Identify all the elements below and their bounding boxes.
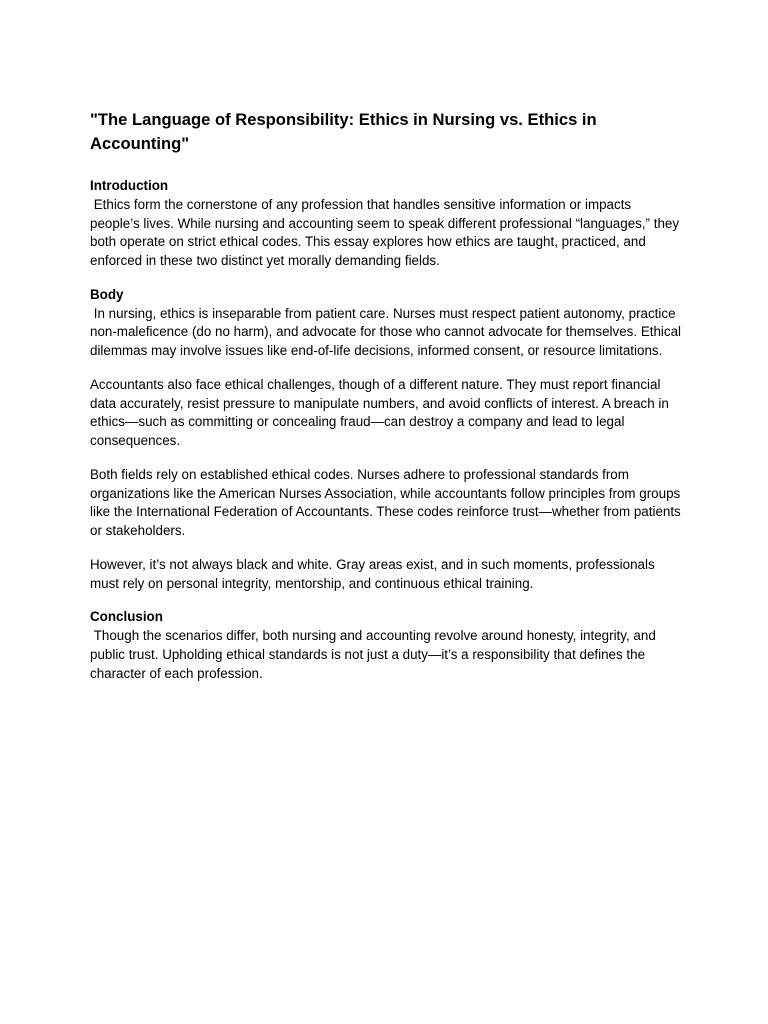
section-body (90, 286, 684, 594)
section-heading-body: Body (90, 286, 124, 302)
paragraph-body-accounting: Accountants also face ethical challenges, though of a different nature. They must report financial data accurately, resist pressure to manipulate numbers, and avoid conflicts of interest. A breach in ethics—such as committing or concealing fraud—can destroy a company and lead to legal consequences. (90, 376, 673, 449)
section-heading-conclusion: Conclusion (90, 609, 163, 625)
document-title: "The Language of Responsibility: Ethics in Nursing vs. Ethics in Accounting" (90, 110, 597, 153)
document-page (90, 108, 684, 698)
section-introduction (90, 177, 684, 271)
paragraph-body-gray-areas: However, it’s not always black and white. Gray areas exist, and in such moments, professionals must rely on personal integrity, mentorship, and continuous ethical training. (90, 556, 659, 591)
section-heading-introduction: Introduction (90, 178, 169, 193)
paragraph-introduction: Ethics form the cornerstone of any profession that handles sensitive information or impacts people’s lives. While nursing and accounting seem to speak different professional “languages,” they both operate on strict ethical codes. This essay explores how ethics are taught, practiced, and enforced in these two distinct yet morally demanding fields. (90, 196, 683, 269)
paragraph-body-nursing: In nursing, ethics is inseparable from patient care. Nurses must respect patient autonomy, practice non-maleficence (do no harm), and advocate for those who cannot advocate for themselves. Ethical dilemmas may involve issues like end-of-life decisions, informed consent, or resource limitations. (90, 305, 685, 359)
paragraph-conclusion: Though the scenarios differ, both nursing and accounting revolve around honesty, integrity, and public trust. Upholding ethical standards is not just a duty—it’s a responsibility that defines the character of each profession. (90, 627, 660, 681)
paragraph-body-codes: Both fields rely on established ethical codes. Nurses adhere to professional standards from organizations like the American Nurses Association, while accountants follow principles from groups like the International Federation of Accountants. These codes reinforce trust—whether from patients or stakeholders. (90, 466, 685, 539)
section-conclusion (90, 608, 684, 683)
